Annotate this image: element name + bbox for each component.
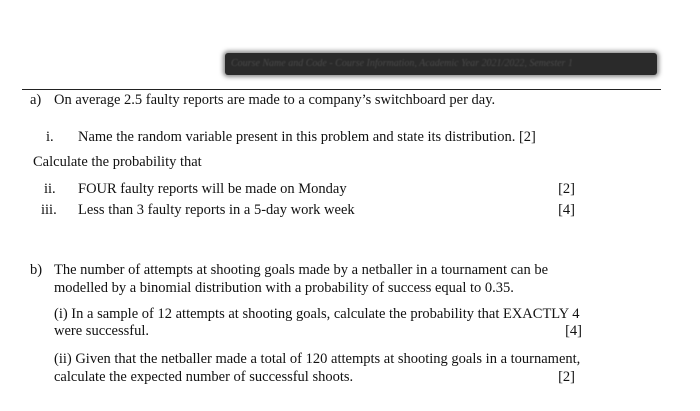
part-i-text: Name the random variable present in this problem and state its distribution. [2] xyxy=(78,129,536,145)
part-b1-line2: were successful. xyxy=(54,323,150,339)
header-divider xyxy=(22,89,661,90)
part-i-number: i. xyxy=(46,129,54,145)
question-b-intro-line2: modelled by a binomial distribution with a probability of success equal to 0.35. xyxy=(54,280,514,296)
question-a-label: a) xyxy=(30,92,42,108)
header-text: Course Name and Code - Course Information, Academic Year 2021/2022, Semester 1 xyxy=(231,58,573,69)
part-iii-marks: [4] xyxy=(558,202,575,218)
question-b-label: b) xyxy=(30,262,43,278)
part-b2-line2: calculate the expected number of successful shoots. xyxy=(54,369,354,385)
part-iii-text: Less than 3 faulty reports in a 5-day work week xyxy=(78,202,355,218)
calculate-intro: Calculate the probability that xyxy=(33,154,202,170)
part-b1-line1: (i) In a sample of 12 attempts at shooting goals, calculate the probability that EXACTLY 4 xyxy=(54,306,580,322)
part-b2-line1: (ii) Given that the netballer made a total of 120 attempts at shooting goals in a tournament, xyxy=(54,351,581,367)
part-ii-number: ii. xyxy=(44,181,56,197)
redacted-course-header xyxy=(225,53,657,75)
part-b2-marks: [2] xyxy=(558,369,575,385)
question-b-intro-line1: The number of attempts at shooting goals made by a netballer in a tournament can be xyxy=(54,262,549,278)
part-ii-marks: [2] xyxy=(558,181,575,197)
part-b1-marks: [4] xyxy=(565,323,582,339)
question-a-intro: On average 2.5 faulty reports are made to a company’s switchboard per day. xyxy=(54,92,496,108)
part-iii-number: iii. xyxy=(41,202,57,218)
part-ii-text: FOUR faulty reports will be made on Monday xyxy=(78,181,347,197)
